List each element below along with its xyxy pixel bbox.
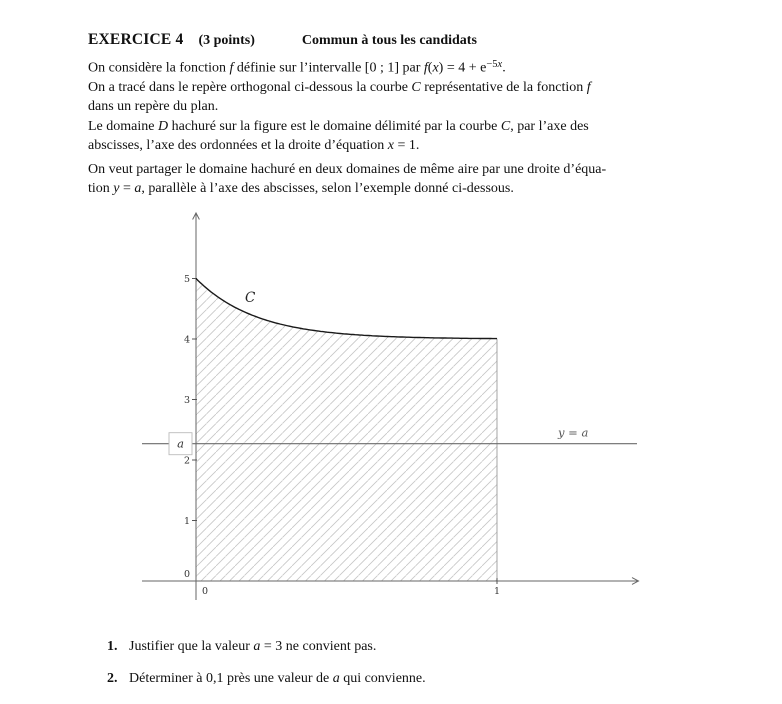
exercise-subtitle: Commun à tous les candidats — [301, 33, 477, 48]
function-graph — [140, 205, 650, 615]
exercise-title: EXERCICE 4 — [88, 31, 184, 48]
question-number: 1. — [107, 639, 118, 654]
y-tick-label: 3 — [183, 395, 190, 406]
question-2 — [107, 671, 426, 687]
question-1 — [107, 639, 376, 655]
y-tick-label: 0 — [183, 569, 190, 580]
y-tick-label: 2 — [183, 455, 190, 467]
exercise-header — [88, 31, 477, 49]
paragraph-curve: On a tracé dans le repère orthogonal ci-dessous la courbe C représentative de la fonction f dans un repère du plan. — [88, 80, 591, 115]
exercise-points: (3 points) — [198, 33, 255, 48]
hatched-domain — [196, 279, 497, 582]
curve-label: C — [245, 290, 256, 306]
question-text: Déterminer à 0,1 près une valeur de a qui convienne. — [129, 671, 426, 686]
a-label: a — [177, 436, 184, 451]
y-axis-ticks — [184, 274, 197, 580]
y-tick-label: 4 — [183, 334, 190, 346]
y-tick-label: 1 — [183, 516, 190, 527]
question-number: 2. — [107, 671, 118, 686]
question-text: Justifier que la valeur a = 3 ne convient pas. — [129, 639, 377, 654]
paragraph-domain: Le domaine D hachuré sur la figure est le domaine délimité par la courbe C, par l’axe des abscisses, l’axe des ordonnées et la droite d’équation x = 1. — [88, 119, 589, 154]
y-tick-label: 5 — [183, 274, 190, 285]
paragraph-partage: On veut partager le domaine hachuré en deux domaines de même aire par une droite d’équa- tion y = a, parallèle à l’axe des abscisses, selon l’exemple donné ci-dessous. — [88, 162, 607, 197]
paragraph-intro: On considère la fonction f définie sur l’intervalle [0 ; 1] par $f(x) = 4 + e^{-5x}$. — [88, 59, 506, 76]
x-tick-label: 0 — [202, 586, 209, 597]
y-equals-a-label: y = a — [558, 425, 589, 440]
x-tick-label: 1 — [493, 586, 501, 597]
